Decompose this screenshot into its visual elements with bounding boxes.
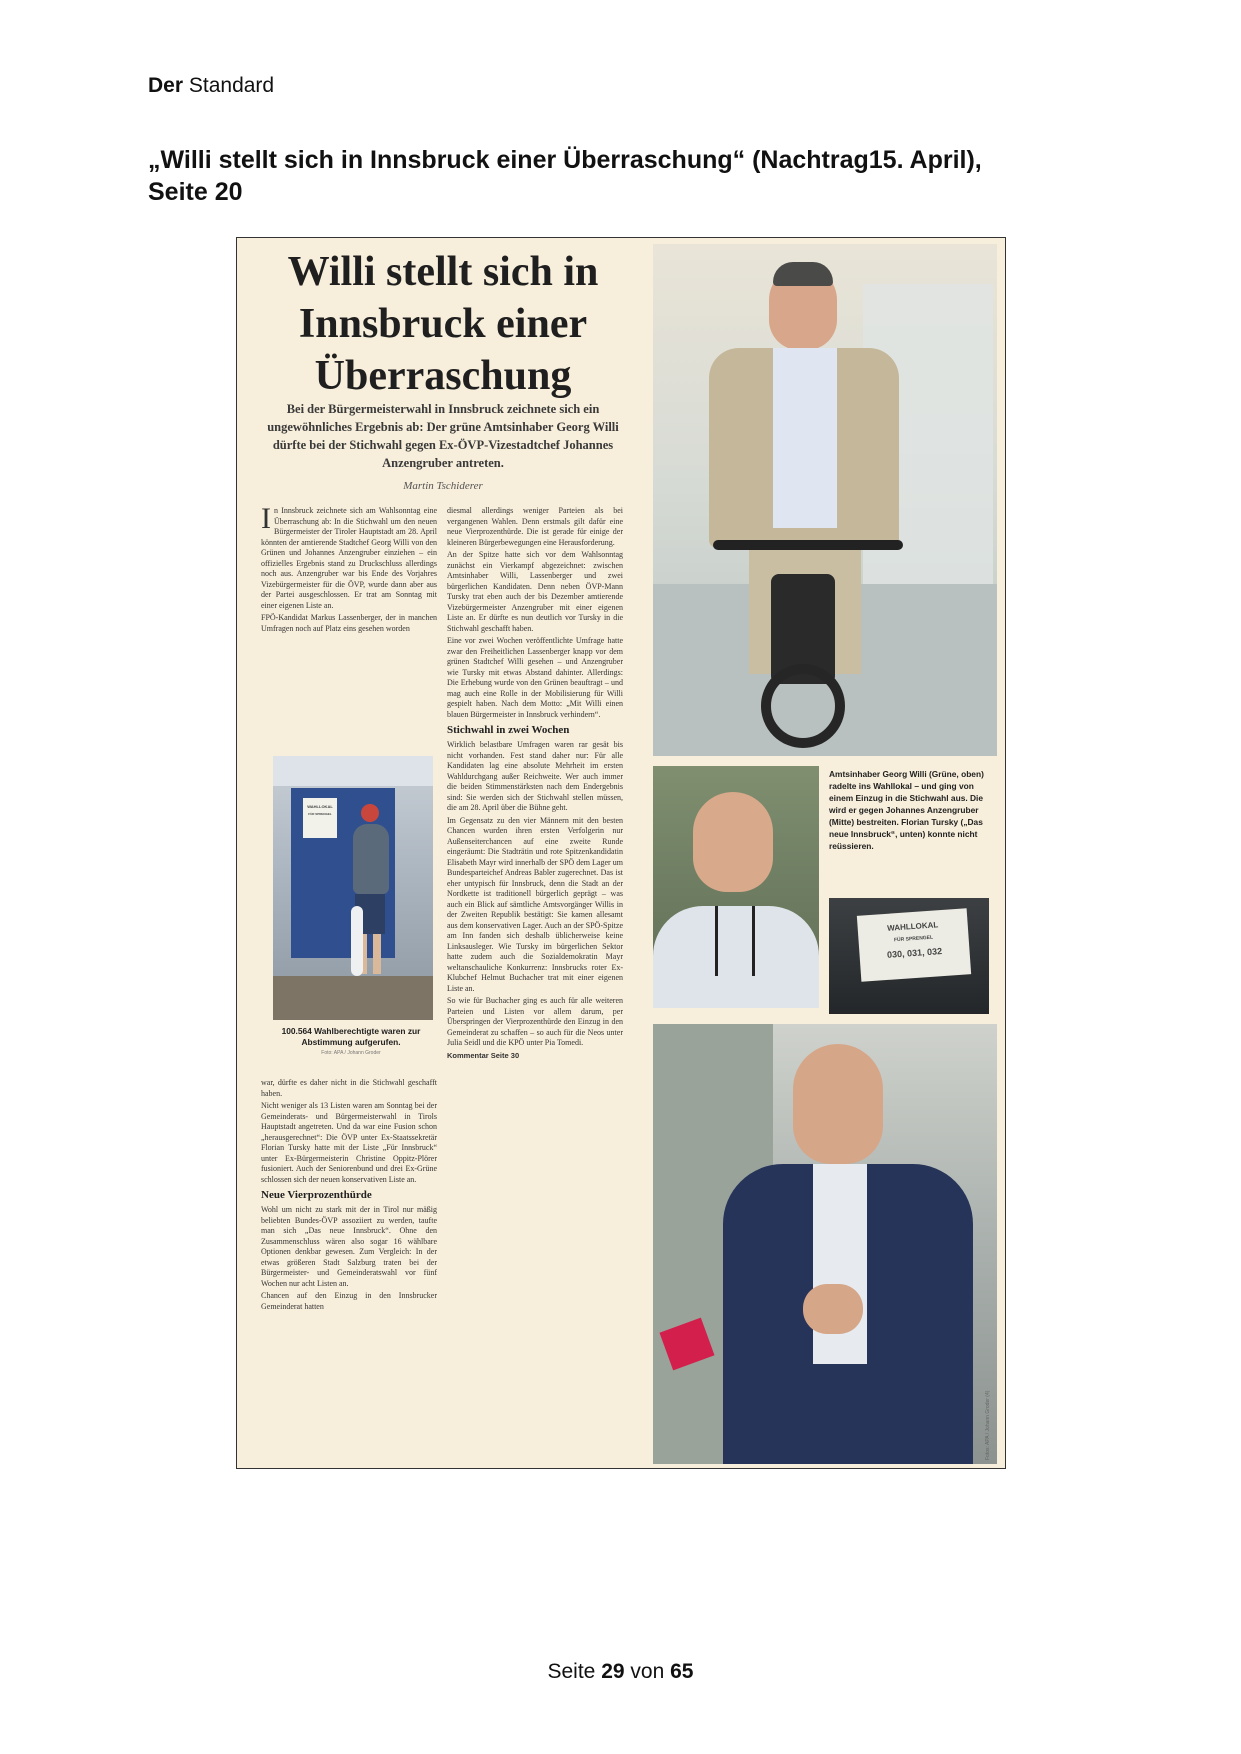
- document-title-line2: Seite 20: [148, 178, 243, 206]
- source-name-bold: Der: [148, 74, 184, 97]
- backpack: [353, 824, 389, 894]
- lanyard: [715, 906, 755, 976]
- photo-anzengruber: [653, 766, 819, 1008]
- footer-middle: von: [630, 1660, 665, 1683]
- bollard: [351, 906, 363, 976]
- document-title-line1: „Willi stellt sich in Innsbruck einer Überraschung“ (Nachtrag15. April),: [148, 146, 982, 174]
- footer-prefix: Seite: [547, 1660, 596, 1683]
- newspaper-clipping: [236, 237, 1006, 1469]
- article-lede: Bei der Bürgermeisterwahl in Innsbruck zeichnete sich ein ungewöhnliches Ergebnis ab: Der grüne Amtsinhaber Georg Willi dürfte bei der Stichwahl gegen Ex-ÖVP-Vizestadtchef Johannes Anzengruber antreten.: [267, 402, 619, 470]
- red-cap: [361, 804, 379, 822]
- page-footer: [0, 1660, 1241, 1684]
- photo-credit-ballot: Foto: APA / Johann Groder: [321, 1050, 381, 1056]
- paragraph-intro-text: n Innsbruck zeichnete sich am Wahlsonntag eine Überraschung ab: In die Stichwahl um den neuen Bürgermeister der Tiroler Hauptstadt am 28. April könnten der amtierende Stadtchef Georg Willi von den Grünen und Johannes Anzengruber einziehen – ein offizielles Ergebnis stand zu Druckschluss allerdings noch aus. Anzengruber war bis Ende des Vorjahres Vizebürgermeister für die ÖVP, wurde dann aber aus der Partei ausgeschlossen. Er trat am Sonntag mit einer eigenen Liste an.: [261, 506, 437, 610]
- paragraph: Nicht weniger als 13 Listen waren am Sonntag bei der Gemeinderats- und Bürgermeisterwahl in Tirols Hauptstadt angetreten. Und da war eine Fusion schon „herausgerechnet“: Die ÖVP unter Ex-Staatssekretär Florian Tursky hatte mit der Liste „Für Innsbruck“ unter Ex-Bürgermeisterin Christine Oppitz-Plörer fusioniert. Auch der Seniorenbund und drei Ex-Grüne schlossen sich der neuen konservativen Liste an.: [261, 1101, 437, 1184]
- subheading-left: Neue Vierprozenthürde: [261, 1189, 372, 1201]
- photo-credit-side: Fotos: APA / Johann Groder (4): [985, 1390, 991, 1460]
- photo-cyclist: [653, 244, 997, 756]
- leg-right: [373, 934, 381, 974]
- ballot-sign: [303, 798, 337, 838]
- article-column-left-top: [261, 506, 437, 746]
- article-headline: [253, 246, 633, 402]
- sign-card-sub: FÜR SPRENGEL: [893, 934, 934, 944]
- article-column-right: [447, 506, 623, 1458]
- hair: [773, 262, 833, 286]
- floor: [273, 976, 433, 1020]
- paragraph: So wie für Buchacher ging es auch für alle weiteren Parteien und Listen vor allem darum, per Überspringen der Vierprozenthürde den Einzug in den Gemeinderat zu schaffen – so auch für die Neos unter Julia Seidl und die KPÖ unter Pia Tomedi.: [447, 996, 623, 1047]
- paragraph: FPÖ-Kandidat Markus Lassenberger, der in manchen Umfragen noch auf Platz eins gesehen worden: [261, 613, 437, 633]
- head: [693, 792, 773, 892]
- sign-card-numbers: 030, 031, 032: [886, 946, 943, 960]
- photo-caption-side: Amtsinhaber Georg Willi (Grüne, oben) radelte ins Wahllokal – und ging von einem Einzug in die Stichwahl aus. Die wird er gegen Johannes Anzengruber (Mitte) bestreiten. Florian Tursky („Das neue Innsbruck“, unten) konnte nicht reüssieren.: [829, 769, 984, 851]
- comment-reference: Kommentar Seite 30: [447, 1050, 520, 1060]
- subheading-right: Stichwahl in zwei Wochen: [447, 724, 570, 736]
- footer-page-total: 65: [670, 1660, 694, 1683]
- headline-line3: Überraschung: [314, 353, 572, 399]
- head: [793, 1044, 883, 1164]
- paragraph: Wirklich belastbare Umfragen waren rar gesät bis nicht vorhanden. Fest stand daher nur: Für alle Kandidaten lag eine absolute Mehrheit im ersten Wahldurchgang außer Reichweite. Wer auch immer die beiden Stimmenstärksten nach dem Endergebnis sind: Sie werden sich der Stichwahl stellen müssen, die am 28. April über die Bühne geht.: [447, 740, 623, 812]
- paragraph: diesmal allerdings weniger Parteien als bei vergangenen Wahlen. Denn erstmals gilt dafür eine neue Vierprozenthürde. Die ist gerade für einige der kleineren Bürgerbewegungen eine Herausforderung.: [447, 506, 623, 547]
- paragraph: Im Gegensatz zu den vier Männern mit den besten Chancen wurden ihren ersten Verfolgerin nur Außenseiterchancen auf eine zweite Runde eingeräumt: Die Stadträtin und rote Spitzenkandidatin Elisabeth Mayr wird innerhalb der SPÖ dem Lager um Bundesparteichef Andreas Babler zugerechnet. Das ist eher untypisch für Innsbruck, denn die Stadt an der Nordkette ist traditionell bürgerlich geprägt – was auch ein Blick auf sämtliche Amtsvorgänger Willis in der Zweiten Republik bestätigt: Sie kamen allesamt aus dem konservativen Lager. Auch an der SPÖ-Spitze am Inn fanden sich deshalb üblicherweise keine Linksausleger. Wie Tursky im bürgerlichen Sektor hatte zudem auch die Sozialdemokratin Mayr weltanschauliche Konkurrenz: Innsbrucks roter Ex-Klubchef Helmut Buchacher trat mit einer eigenen Liste an.: [447, 815, 623, 993]
- headline-line1: Willi stellt sich in: [287, 249, 599, 295]
- paragraph: Chancen auf den Einzug in den Innsbrucker Gemeinderat hatten: [261, 1291, 437, 1311]
- source-name: [148, 74, 274, 98]
- ballot-sign-title: WAHLLOKAL: [307, 804, 333, 809]
- footer-page-number: 29: [601, 1660, 625, 1683]
- handlebar: [713, 540, 903, 550]
- paragraph-intro: [261, 506, 437, 611]
- hand: [803, 1284, 863, 1334]
- article-author: Martin Tschiderer: [403, 480, 483, 492]
- drop-cap: I: [261, 506, 271, 535]
- source-name-rest: Standard: [188, 74, 275, 97]
- ballot-sign-sub: FÜR SPRENGEL: [308, 812, 332, 816]
- sign-card-title: WAHLLOKAL: [886, 920, 939, 933]
- paragraph: An der Spitze hatte sich vor dem Wahlsonntag zunächst ein Vierkampf abgezeichnet: zwischen Amtsinhaber Willi, Lassenberger und zwei bürgerlichen Kandidaten. Denn neben ÖVP-Mann Tursky trat eben auch der bis Dezember amtierende Vizebürgermeister Anzengruber mit einer eigenen Liste an. Er dürfte es nun deutlich vor Tursky in die Stichwahl geschafft haben.: [447, 550, 623, 633]
- headline-line2: Innsbruck einer: [298, 301, 588, 347]
- paragraph: Wohl um nicht zu stark mit der in Tirol nur mäßig beliebten Bundes-ÖVP assoziiert zu werden, taufte man sich „Das neue Innsbruck“. Ohne den Zusammenschluss wären also sogar 16 wählbare Optionen denkbar gewesen. Zum Vergleich: In der etwas größeren Stadt Salzburg traten bei der Bürgermeister- und Gemeinderatswahl vor fünf Wochen nur acht Listen an.: [261, 1205, 437, 1288]
- article-column-left-bottom: [261, 1078, 437, 1454]
- shirt: [773, 348, 837, 528]
- shirt: [813, 1164, 867, 1364]
- photo-tursky: [653, 1024, 997, 1464]
- sign-card: [857, 908, 971, 982]
- photo-polling-sign: [829, 898, 989, 1014]
- paragraph: Eine vor zwei Wochen veröffentlichte Umfrage hatte zwar den Freiheitlichen Lassenberger knapp vor dem grünen Stadtchef Willi gesehen – und Anzengruber wie Tursky mit etwas Abstand dahinter. Allerdings: Die Erhebung wurde von den Grünen beauftragt – und mag auch eine Rolle in der Mobilisierung für Willi gespielt haben. Nach dem Motto: „Mit Willi einen blauen Bürgermeister in Innsbruck verhindern“.: [447, 636, 623, 719]
- paragraph: war, dürfte es daher nicht in die Stichwahl geschafft haben.: [261, 1078, 437, 1098]
- document-title: [148, 144, 1108, 208]
- photo-polling-station: [273, 756, 433, 1020]
- photo-caption-ballot: 100.564 Wahlberechtigte waren zur Abstimmung aufgerufen.: [281, 1026, 421, 1047]
- bike-wheel: [761, 664, 845, 748]
- ceiling-light: [273, 756, 433, 786]
